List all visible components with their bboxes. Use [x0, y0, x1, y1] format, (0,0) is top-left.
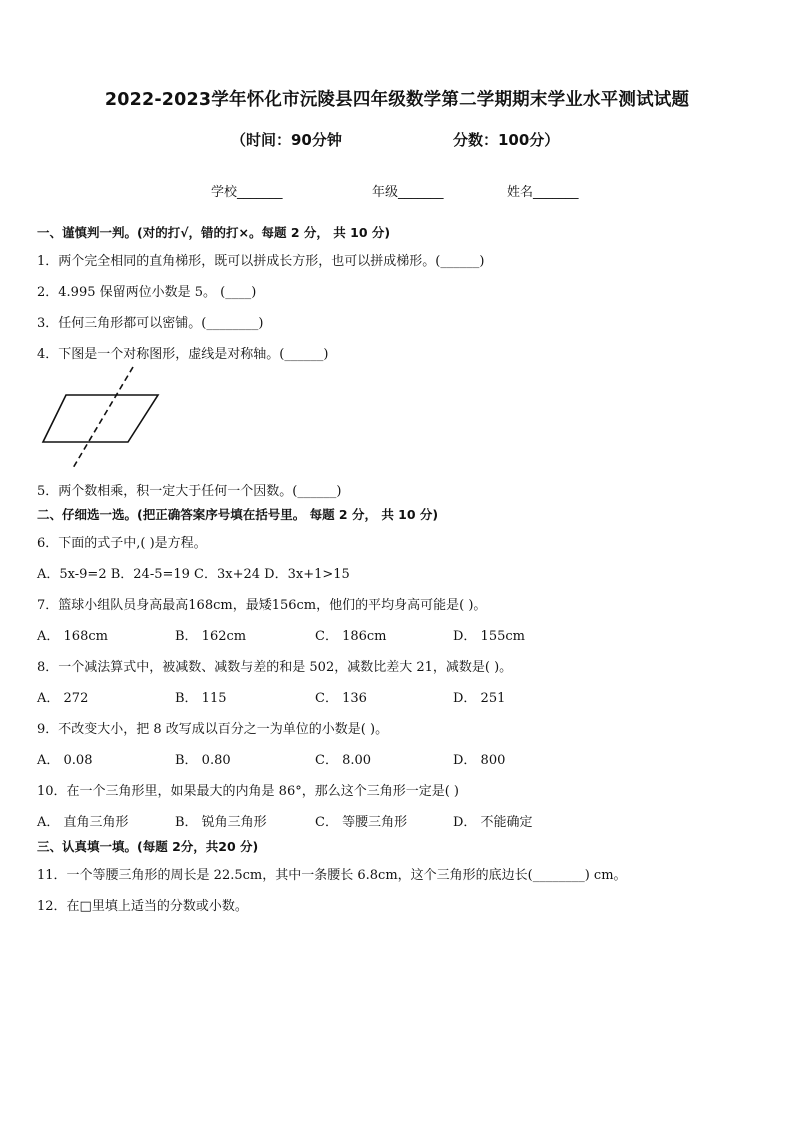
question-4: 4．下图是一个对称图形，虚线是对称轴。(______): [37, 347, 329, 362]
section-3-heading: 三、认真填一填。(每题 2分，共20 分): [37, 839, 259, 854]
question-8: 8．一个减法算式中，被减数、减数与差的和是 502，减数比差大 21，减数是( )。: [37, 660, 513, 675]
question-12: 12．在□里填上适当的分数或小数。: [37, 899, 248, 914]
parallelogram-symmetry-figure: [36, 362, 166, 474]
question-10: 10．在一个三角形里，如果最大的内角是 86°，那么这个三角形一定是( ): [37, 784, 459, 799]
exam-time: （时间：90分钟: [231, 131, 342, 149]
dashed-axis-line: [73, 367, 133, 468]
section-1-heading: 一、谨慎判一判。(对的打√，错的打×。每题 2 分， 共 10 分): [37, 225, 391, 240]
section-2-heading: 二、仔细选一选。(把正确答案序号填在括号里。 每题 2 分， 共 10 分): [37, 507, 439, 522]
question-8-option-c: C． 136: [315, 691, 367, 706]
question-9-option-d: D． 800: [453, 753, 506, 768]
question-10-option-c: C． 等腰三角形: [315, 815, 408, 830]
question-6-options: A．5x-9=2 B．24-5=19 C．3x+24 D．3x+1>15: [37, 567, 350, 582]
question-9-option-a: A． 0.08: [37, 753, 93, 768]
question-8-option-b: B． 115: [175, 691, 227, 706]
question-7-option-d: D． 155cm: [453, 629, 525, 644]
grade-field[interactable]: 年级_______: [372, 185, 444, 200]
question-8-option-d: D． 251: [453, 691, 506, 706]
question-3: 3．任何三角形都可以密铺。(________): [37, 316, 264, 331]
question-10-option-b: B． 锐角三角形: [175, 815, 267, 830]
question-1: 1．两个完全相同的直角梯形，既可以拼成长方形，也可以拼成梯形。(______): [37, 254, 485, 269]
question-7-option-c: C． 186cm: [315, 629, 387, 644]
school-field[interactable]: 学校_______: [211, 185, 283, 200]
question-7-option-b: B． 162cm: [175, 629, 247, 644]
name-field[interactable]: 姓名_______: [507, 185, 579, 200]
question-8-option-a: A． 272: [37, 691, 89, 706]
question-5: 5．两个数相乘，积一定大于任何一个因数。(______): [37, 484, 342, 499]
question-9-option-b: B． 0.80: [175, 753, 231, 768]
question-11: 11．一个等腰三角形的周长是 22.5cm，其中一条腰长 6.8cm，这个三角形的底边长(________) cm。: [37, 868, 627, 883]
question-7: 7．篮球小组队员身高最高168cm，最矮156cm，他们的平均身高可能是( )。: [37, 598, 487, 613]
question-10-option-d: D． 不能确定: [453, 815, 533, 830]
exam-title: 2022-2023学年怀化市沅陵县四年级数学第二学期期末学业水平测试试题: [104, 90, 690, 110]
question-9: 9．不改变大小，把 8 改写成以百分之一为单位的小数是( )。: [37, 722, 389, 737]
parallelogram-shape: [43, 395, 158, 442]
question-6: 6．下面的式子中,( )是方程。: [37, 536, 207, 551]
question-7-option-a: A． 168cm: [37, 629, 108, 644]
question-9-option-c: C． 8.00: [315, 753, 372, 768]
question-10-option-a: A． 直角三角形: [37, 815, 129, 830]
exam-score: 分数：100分）: [453, 131, 560, 149]
question-2: 2．4.995 保留两位小数是 5。 (____): [37, 285, 257, 300]
